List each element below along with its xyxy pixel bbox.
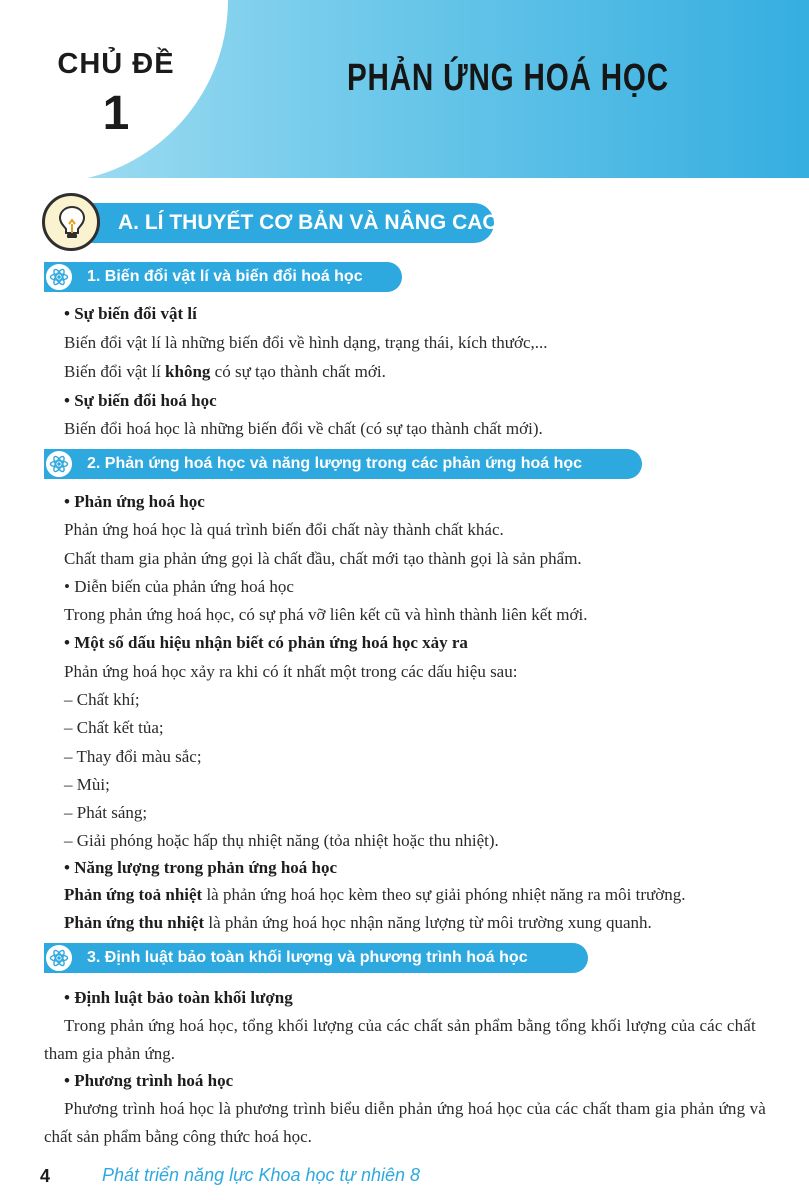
- signs-heading: • Một số dấu hiệu nhận biết có phản ứng hoá học xảy ra: [64, 633, 468, 652]
- equation-text: chất sản phẩm bằng công thức hoá học.: [44, 1127, 312, 1146]
- sign-list-item: – Giải phóng hoặc hấp thụ nhiệt năng (tỏa nhiệt hoặc thu nhiệt).: [64, 831, 499, 850]
- section-2-title: 2. Phản ứng hoá học và năng lượng trong các phản ứng hoá học: [87, 455, 583, 472]
- chemical-change-heading: • Sự biến đổi hoá học: [64, 391, 217, 410]
- exothermic-text: Phản ứng toả nhiệt là phản ứng hoá học kèm theo sự giải phóng nhiệt năng ra môi trường.: [64, 885, 686, 904]
- reaction-text: Chất tham gia phản ứng gọi là chất đầu, chất mới tạo thành gọi là sản phẩm.: [64, 549, 582, 568]
- sign-list-item: – Mùi;: [64, 775, 110, 794]
- lightbulb-icon: [42, 193, 100, 251]
- equation-text: Phương trình hoá học là phương trình biểu diễn phản ứng hoá học của các chất tham gia phản ứng và: [64, 1099, 766, 1118]
- progress-heading: • Diễn biến của phản ứng hoá học: [64, 577, 294, 596]
- page-number: 4: [40, 1166, 51, 1186]
- atom-icon: [44, 262, 74, 292]
- page-title: PHẢN ỨNG HOÁ HỌC: [347, 57, 669, 99]
- section-1-title: 1. Biến đổi vật lí và biến đổi hoá học: [87, 268, 363, 285]
- sign-list-item: – Chất kết tủa;: [64, 718, 164, 737]
- progress-text: Trong phản ứng hoá học, có sự phá vỡ liên kết cũ và hình thành liên kết mới.: [64, 605, 588, 624]
- chapter-number: 1: [102, 87, 130, 140]
- sign-list-item: – Phát sáng;: [64, 803, 148, 822]
- signs-intro: Phản ứng hoá học xảy ra khi có ít nhất một trong các dấu hiệu sau:: [64, 662, 518, 681]
- physical-change-text: Biến đổi vật lí là những biến đổi về hình dạng, trạng thái, kích thước,...: [64, 333, 548, 352]
- section-3-title: 3. Định luật bảo toàn khối lượng và phương trình hoá học: [87, 949, 528, 966]
- physical-change-note: Biến đổi vật lí không có sự tạo thành chất mới.: [64, 362, 386, 381]
- section-a-title: A. LÍ THUYẾT CƠ BẢN VÀ NÂNG CAO: [118, 211, 499, 234]
- sign-list-item: – Thay đổi màu sắc;: [64, 747, 202, 766]
- conservation-law-text: Trong phản ứng hoá học, tổng khối lượng của các chất sản phẩm bằng tổng khối lượng của các chất: [64, 1016, 756, 1035]
- physical-change-heading: • Sự biến đổi vật lí: [64, 304, 197, 323]
- equation-heading: • Phương trình hoá học: [64, 1071, 234, 1090]
- reaction-heading: • Phản ứng hoá học: [64, 492, 205, 511]
- book-title: Phát triển năng lực Khoa học tự nhiên 8: [102, 1165, 421, 1185]
- reaction-text: Phản ứng hoá học là quá trình biến đổi chất này thành chất khác.: [64, 520, 504, 539]
- atom-icon: [44, 943, 74, 973]
- conservation-law-text: tham gia phản ứng.: [44, 1044, 176, 1063]
- conservation-law-heading: • Định luật bảo toàn khối lượng: [64, 988, 293, 1007]
- chemical-change-text: Biến đổi hoá học là những biến đổi về chất (có sự tạo thành chất mới).: [64, 419, 543, 438]
- atom-icon: [44, 449, 74, 479]
- sign-list-item: – Chất khí;: [64, 690, 140, 709]
- chapter-label: CHỦ ĐỀ: [57, 48, 175, 80]
- endothermic-text: Phản ứng thu nhiệt là phản ứng hoá học nhận năng lượng từ môi trường xung quanh.: [64, 913, 652, 932]
- energy-heading: • Năng lượng trong phản ứng hoá học: [64, 858, 338, 877]
